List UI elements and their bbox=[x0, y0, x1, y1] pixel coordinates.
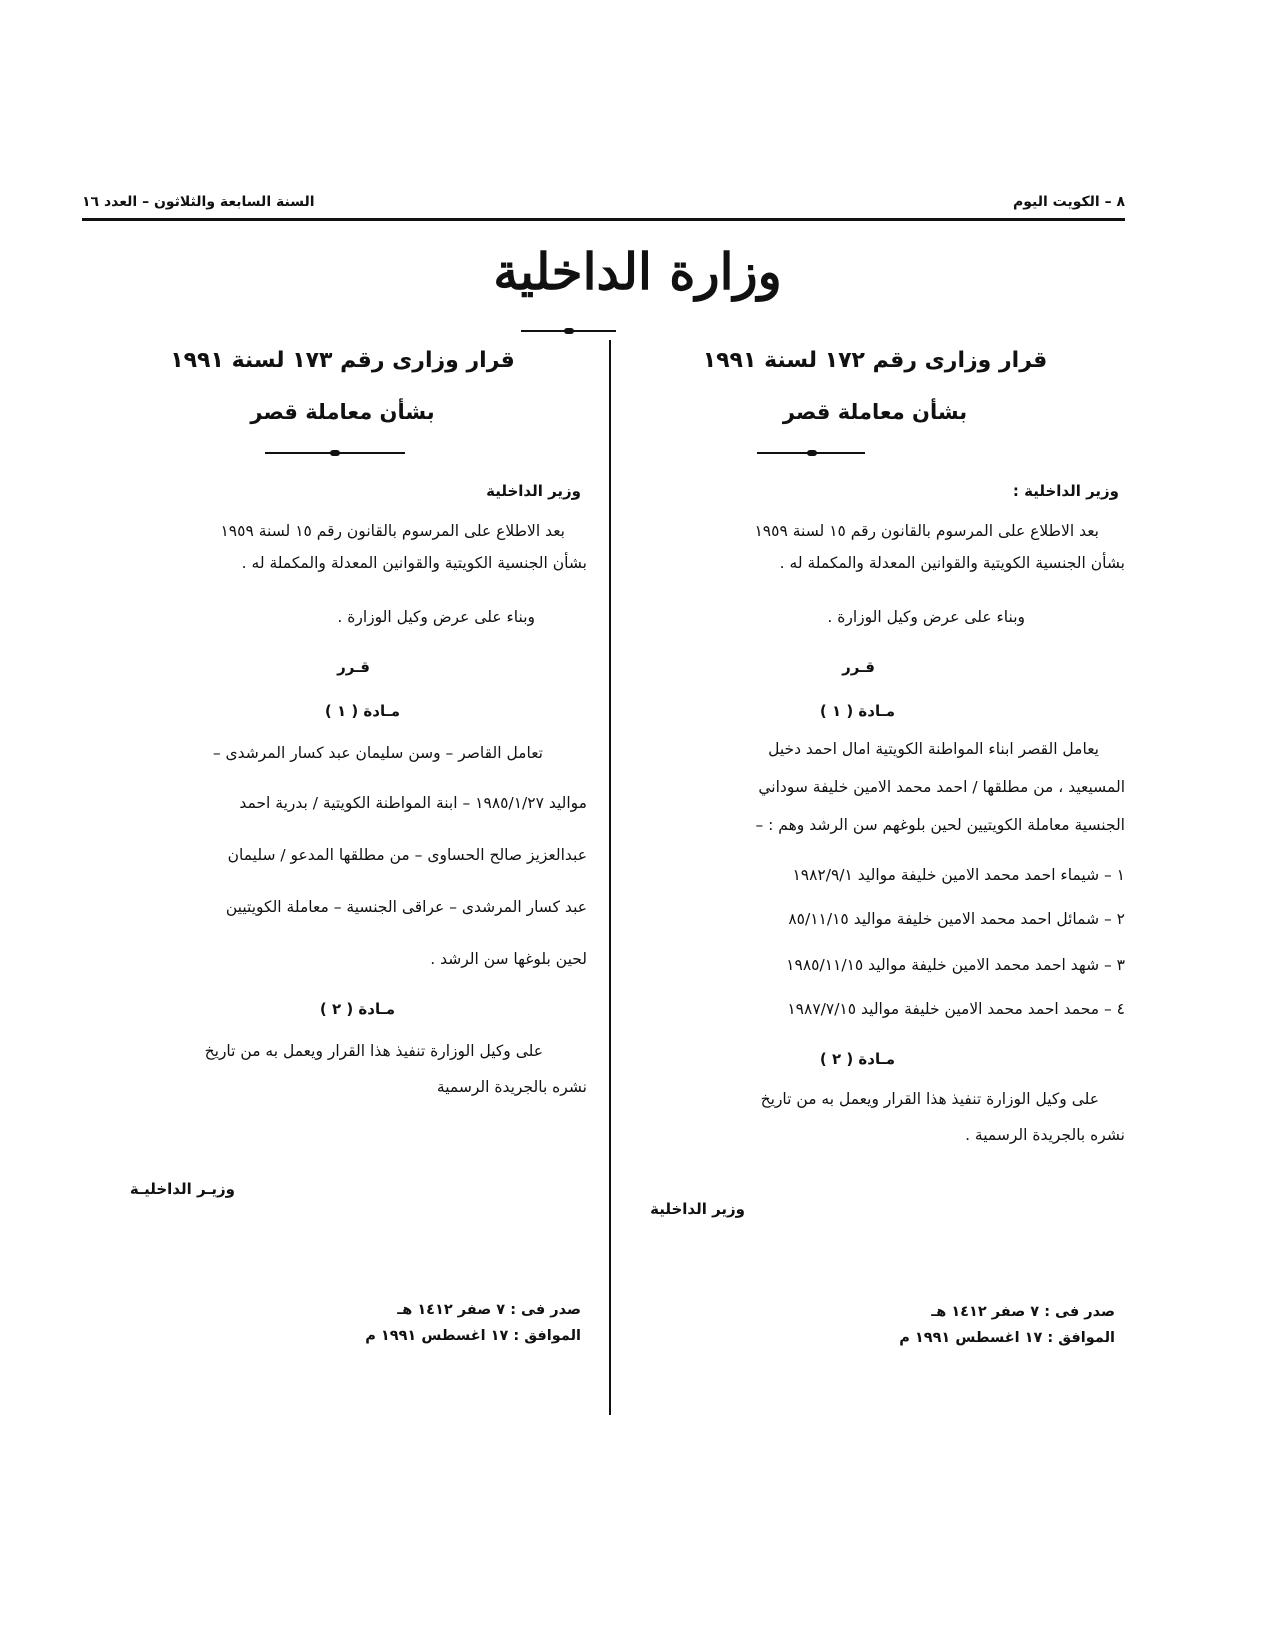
decided-label: قـرر bbox=[842, 658, 875, 676]
section-underline-ornament bbox=[807, 450, 817, 456]
corresponding-date: الموافق : ١٧ اغسطس ١٩٩١ م bbox=[365, 1328, 581, 1344]
preamble-line: وبناء على عرض وكيل الوزارة . bbox=[337, 608, 535, 626]
article-2-line: على وكيل الوزارة تنفيذ هذا القرار ويعمل به من تاريخ bbox=[760, 1090, 1099, 1108]
minister-signature: وزيـر الداخليـة bbox=[129, 1180, 235, 1198]
minor-entry: ٢ – شمائل احمد محمد الامين خليفة مواليد ٨٥/١١/١٥ bbox=[788, 910, 1125, 928]
article-1-line: يعامل القصر ابناء المواطنة الكويتية امال احمد دخيل bbox=[768, 740, 1099, 758]
corresponding-date: الموافق : ١٧ اغسطس ١٩٩١ م bbox=[899, 1330, 1115, 1346]
preamble-line: بعد الاطلاع على المرسوم بالقانون رقم ١٥ لسنة ١٩٥٩ bbox=[754, 522, 1099, 540]
article-1-line: المسيعيد ، من مطلقها / احمد محمد الامين خليفة سوداني bbox=[758, 778, 1125, 796]
article-1-line: لحين بلوغها سن الرشد . bbox=[430, 950, 587, 968]
preamble-line: بعد الاطلاع على المرسوم بالقانون رقم ١٥ لسنة ١٩٥٩ bbox=[220, 522, 565, 540]
article-2-line: نشره بالجريدة الرسمية bbox=[436, 1078, 587, 1096]
preamble-line: وبناء على عرض وكيل الوزارة . bbox=[827, 608, 1025, 626]
article-1-label: مـادة ( ١ ) bbox=[324, 702, 400, 720]
ministry-title: وزارة الداخلية bbox=[493, 242, 782, 301]
page-ref: ٨ – الكويت اليوم bbox=[1012, 194, 1125, 210]
article-2-line: على وكيل الوزارة تنفيذ هذا القرار ويعمل به من تاريخ bbox=[204, 1042, 543, 1060]
issued-date: صدر فى : ٧ صفر ١٤١٢ هـ bbox=[931, 1304, 1115, 1320]
page-header bbox=[82, 190, 1125, 221]
decision-subject: بشأن معاملة قصر bbox=[250, 400, 435, 424]
minister-label: وزير الداخلية : bbox=[1012, 482, 1119, 500]
title-underline-ornament bbox=[564, 328, 574, 334]
issued-date: صدر فى : ٧ صفر ١٤١٢ هـ bbox=[397, 1302, 581, 1318]
article-1-line: مواليد ١٩٨٥/١/٢٧ – ابنة المواطنة الكويتية / بدرية احمد bbox=[239, 794, 587, 812]
preamble-line: بشأن الجنسية الكويتية والقوانين المعدلة والمكملة له . bbox=[241, 554, 587, 572]
minister-label: وزير الداخلية bbox=[486, 482, 581, 500]
article-1-line: تعامل القاصر – وسن سليمان عبد كسار المرشدى – bbox=[212, 744, 543, 762]
article-1-label: مـادة ( ١ ) bbox=[819, 702, 895, 720]
minor-entry: ٣ – شهد احمد محمد الامين خليفة مواليد ١٩٨٥/١١/١٥ bbox=[786, 956, 1125, 974]
minor-entry: ١ – شيماء احمد محمد الامين خليفة مواليد ١٩٨٢/٩/١ bbox=[792, 866, 1125, 884]
article-1-line: عبد كسار المرشدى – عراقى الجنسية – معاملة الكويتيين bbox=[225, 898, 587, 916]
decision-title: قرار وزارى رقم ١٧٢ لسنة ١٩٩١ bbox=[702, 348, 1048, 373]
article-1-line: عبدالعزيز صالح الحساوى – من مطلقها المدعو / سليمان bbox=[227, 846, 587, 864]
minister-signature: وزير الداخلية bbox=[650, 1200, 745, 1218]
section-underline-ornament bbox=[330, 450, 340, 456]
issue-info: السنة السابعة والثلاثون – العدد ١٦ bbox=[82, 194, 315, 210]
minor-entry: ٤ – محمد احمد محمد الامين خليفة مواليد ١٩٨٧/٧/١٥ bbox=[787, 1000, 1125, 1018]
article-1-line: الجنسية معاملة الكويتيين لحين بلوغهم سن الرشد وهم : – bbox=[755, 816, 1125, 834]
preamble-line: بشأن الجنسية الكويتية والقوانين المعدلة والمكملة له . bbox=[779, 554, 1125, 572]
decision-title: قرار وزارى رقم ١٧٣ لسنة ١٩٩١ bbox=[170, 348, 515, 373]
article-2-label: مـادة ( ٢ ) bbox=[319, 1000, 395, 1018]
article-2-line: نشره بالجريدة الرسمية . bbox=[965, 1126, 1125, 1144]
decided-label: قـرر bbox=[337, 658, 370, 676]
decision-subject: بشأن معاملة قصر bbox=[782, 400, 968, 424]
article-2-label: مـادة ( ٢ ) bbox=[819, 1050, 895, 1068]
column-divider bbox=[609, 340, 611, 1415]
